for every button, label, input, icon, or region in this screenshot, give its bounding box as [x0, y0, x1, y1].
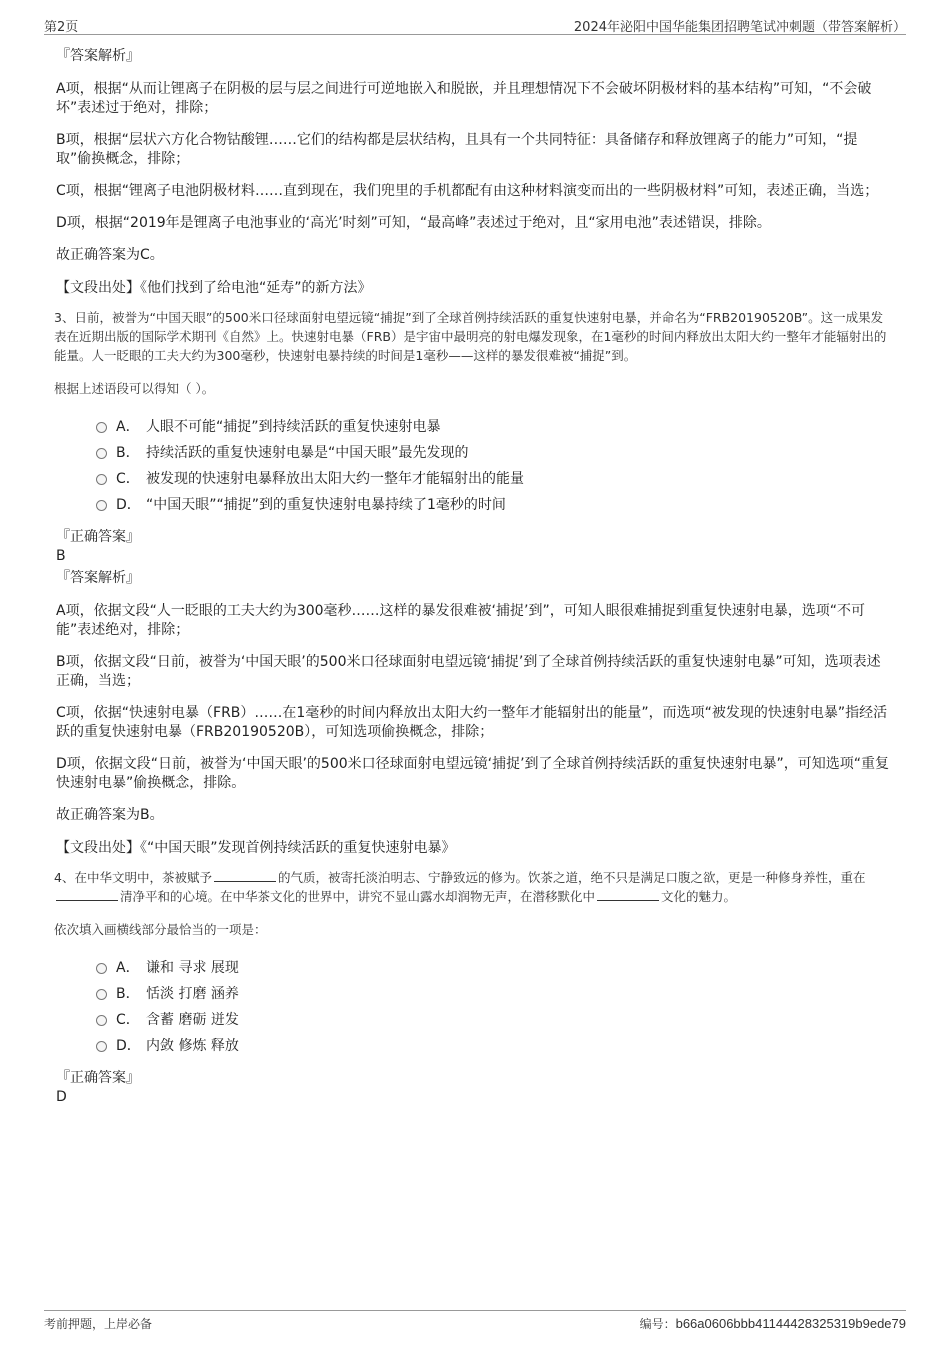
- fill-blank: [214, 869, 276, 882]
- analysis-paragraph: A项，根据“从而让锂离子在阴极的层与层之间进行可逆地嵌入和脱嵌，并且理想情况下不会破坏阴极材料的基本结构”可知，“不会破坏”表述过于绝对，排除；: [56, 81, 872, 116]
- question-4-options: [96, 955, 890, 1059]
- fill-blank: [56, 888, 118, 901]
- option-b[interactable]: B． 持续活跃的重复快速射电暴是“中国天眼”最先发现的: [96, 440, 890, 466]
- analysis-conclusion: 故正确答案为C。: [56, 247, 164, 263]
- fill-blank: [597, 888, 659, 901]
- analysis-paragraph: C项，依据“快速射电暴（FRB）……在1毫秒的时间内释放出太阳大约一整年才能辐射出的能量”，而选项“被发现的快速射电暴”指经活跃的重复快速射电暴（FRB20190520B），可知选项偷换概念，排除；: [56, 705, 888, 740]
- option-d[interactable]: D． “中国天眼”“捕捉”到的重复快速射电暴持续了1毫秒的时间: [96, 492, 890, 518]
- page-number: 第2页: [44, 20, 79, 35]
- question-3-options: [96, 414, 890, 518]
- option-a[interactable]: A． 谦和 寻求 展现: [96, 955, 890, 981]
- question-4-prompt: 依次填入画横线部分最恰当的一项是：: [54, 922, 267, 937]
- radio-icon[interactable]: [96, 500, 107, 511]
- question-4-text: 4、在中华文明中，茶被赋予 的气质，被寄托淡泊明志、宁静致远的修为。饮茶之道，绝不只是满足口腹之欲，更是一种修身养性，重在清净平和的心境。在中华茶文化的世界中，讲究不显山露水却润物无声，在潜移默化中 文化的魅力。: [54, 870, 866, 904]
- analysis-conclusion: 故正确答案为B。: [56, 807, 164, 823]
- analysis-label: 『答案解析』: [56, 570, 140, 586]
- document-code: 编号：b66a0606bbb41144428325319b9ede79: [639, 1316, 906, 1331]
- analysis-paragraph: C项，根据“锂离子电池阴极材料……直到现在，我们兜里的手机都配有由这种材料演变而出的一些阴极材料”可知，表述正确，当选；: [56, 183, 879, 199]
- correct-answer-label: 『正确答案』: [56, 1070, 140, 1086]
- radio-icon[interactable]: [96, 1015, 107, 1026]
- option-c[interactable]: C． 被发现的快速射电暴释放出太阳大约一整年才能辐射出的能量: [96, 466, 890, 492]
- analysis-label: 『答案解析』: [56, 48, 140, 64]
- option-a[interactable]: A． 人眼不可能“捕捉”到持续活跃的重复快速射电暴: [96, 414, 890, 440]
- document-title: 2024年泌阳中国华能集团招聘笔试冲刺题（带答案解析）: [573, 20, 906, 35]
- passage-source: 【文段出处】《他们找到了给电池“延寿”的新方法》: [56, 280, 372, 296]
- question-3-prompt: 根据上述语段可以得知（ ）。: [54, 381, 215, 396]
- correct-answer: B: [56, 548, 66, 564]
- radio-icon[interactable]: [96, 474, 107, 485]
- radio-icon[interactable]: [96, 963, 107, 974]
- radio-icon[interactable]: [96, 989, 107, 1000]
- analysis-paragraph: B项，根据“层状六方化合物钴酸锂……它们的结构都是层状结构，且具有一个共同特征：具备储存和释放锂离子的能力”可知，“提取”偷换概念，排除；: [56, 132, 858, 167]
- correct-answer-label: 『正确答案』: [56, 529, 140, 545]
- footer-slogan: 考前押题，上岸必备: [44, 1317, 153, 1331]
- analysis-paragraph: D项，根据“2019年是锂离子电池事业的‘高光’时刻”可知，“最高峰”表述过于绝对，且“家用电池”表述错误，排除。: [56, 215, 771, 231]
- page-header: [44, 14, 906, 35]
- analysis-paragraph: B项，依据文段“日前，被誉为‘中国天眼’的500米口径球面射电望远镜‘捕捉’到了全球首例持续活跃的重复快速射电暴”可知，选项表述正确，当选；: [56, 654, 881, 689]
- radio-icon[interactable]: [96, 1041, 107, 1052]
- option-c[interactable]: C． 含蓄 磨砺 迸发: [96, 1007, 890, 1033]
- correct-answer: D: [56, 1089, 67, 1105]
- page-content: [56, 46, 890, 1109]
- passage-source: 【文段出处】《“中国天眼”发现首例持续活跃的重复快速射电暴》: [56, 840, 456, 856]
- analysis-paragraph: A项，依据文段“人一眨眼的工夫大约为300毫秒……这样的暴发很难被‘捕捉’到”，可知人眼很难捕捉到重复快速射电暴，选项“不可能”表述绝对，排除；: [56, 603, 865, 638]
- analysis-paragraph: D项，依据文段“日前，被誉为‘中国天眼’的500米口径球面射电望远镜‘捕捉’到了全球首例持续活跃的重复快速射电暴”，可知选项“重复快速射电暴”偷换概念，排除。: [56, 756, 890, 791]
- page-footer: [44, 1310, 906, 1335]
- radio-icon[interactable]: [96, 422, 107, 433]
- option-d[interactable]: D． 内敛 修炼 释放: [96, 1033, 890, 1059]
- radio-icon[interactable]: [96, 448, 107, 459]
- option-b[interactable]: B． 恬淡 打磨 涵养: [96, 981, 890, 1007]
- question-3-text: 3、日前，被誉为“中国天眼”的500米口径球面射电望远镜“捕捉”到了全球首例持续活跃的重复快速射电暴，并命名为“FRB20190520B”。这一成果发表在近期出版的国际学术期刊《自然》上。快速射电暴（FRB）是宇宙中最明亮的射电爆发现象，在1毫秒的时间内释放出太阳大约一整年才能辐射出的能量。人一眨眼的工夫大约为300毫秒，快速射电暴持续的时间是1毫秒——这样的暴发很难被“捕捉”到。: [54, 310, 887, 363]
